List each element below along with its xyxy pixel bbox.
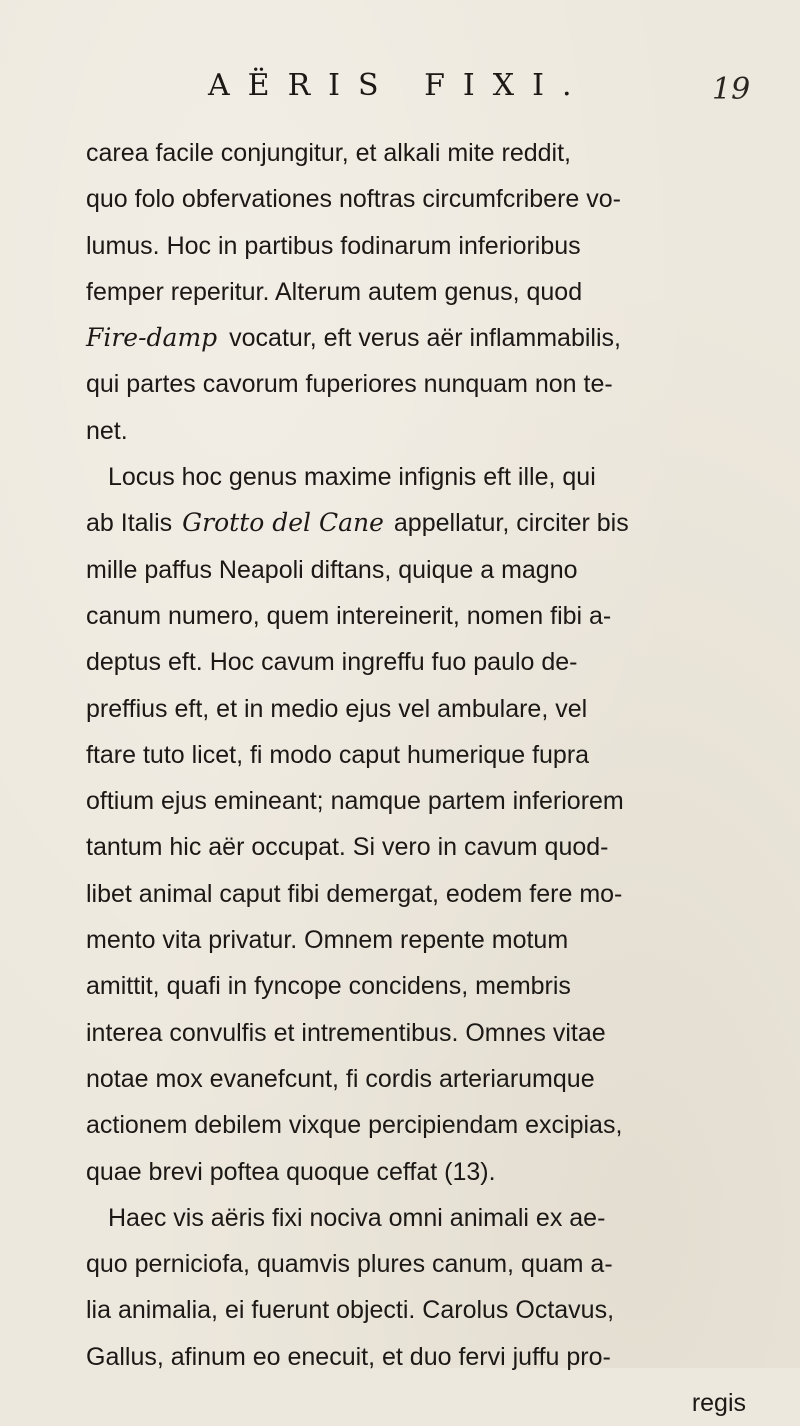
line-text: deptus eft. Hoc cavum ingreffu fuo paulo de- [86,648,578,677]
text-line [86,269,746,315]
page-number: 19 [712,72,751,107]
line-text: oftium ejus emineant; namque partem inferiorem [86,787,624,816]
text-line [86,547,746,593]
text-line [86,1287,746,1333]
body-text [86,130,746,1426]
text-line [86,130,746,176]
text-line [86,639,746,685]
text-line [86,778,746,824]
text-line [86,824,746,870]
text-line [86,686,746,732]
line-text: qui partes cavorum fuperiores nunquam non te- [86,370,613,399]
text-line [86,963,746,1009]
line-text: ftare tuto licet, fi modo caput humerique fupra [86,740,590,769]
line-text: quo perniciofa, quamvis plures canum, quam a- [86,1250,613,1279]
text-line [86,1149,746,1195]
text-line [86,917,746,963]
text-line [86,223,746,269]
text-line [86,1195,746,1241]
running-title: AËRIS FIXI. [208,68,590,103]
text-line [86,1010,746,1056]
italic-term: Grotto del Cane [182,508,384,538]
line-text: vocatur, eft verus aër inflammabilis, [229,324,621,353]
line-text: ab Italis [86,509,173,538]
text-line [86,732,746,778]
line-text: libet animal caput fibi demergat, eodem fere mo- [86,879,623,908]
line-text: amittit, quafi in fyncope concidens, membris [86,972,571,1001]
catchword-line [86,1380,746,1426]
line-text: appellatur, circiter bis [393,509,629,538]
line-text: femper reperitur. Alterum autem genus, quod [86,277,583,306]
text-line [86,1334,746,1380]
line-text: lia animalia, ei fuerunt objecti. Carolus Octavus, [86,1296,615,1325]
line-text: lumus. Hoc in partibus fodinarum inferioribus [86,231,581,260]
line-text: net. [86,416,128,445]
line-text: tantum hic aër occupat. Si vero in cavum quod- [86,833,609,862]
text-line [86,176,746,222]
line-text: actionem debilem vixque percipiendam excipias, [86,1111,623,1140]
line-text: Locus hoc genus maxime infignis eft ille, qui [108,463,596,492]
text-line [86,454,746,500]
line-text: mento vita privatur. Omnem repente motum [86,926,569,955]
line-text: preffius eft, et in medio ejus vel ambulare, vel [86,694,588,723]
line-text: Haec vis aëris fixi nociva omni animali ex ae- [108,1203,606,1232]
text-line [86,361,746,407]
text-line [86,500,746,546]
line-text: interea convulfis et intrementibus. Omnes vitae [86,1018,606,1047]
text-line [86,1102,746,1148]
line-text: mille paffus Neapoli diftans, quique a magno [86,555,578,584]
catchword: regis [691,1389,746,1418]
line-text: carea facile conjungitur, et alkali mite reddit, [86,139,571,167]
line-text: canum numero, quem intereinerit, nomen fibi a- [86,601,612,630]
text-line [86,1056,746,1102]
line-text: notae mox evanefcunt, fi cordis arteriarumque [86,1064,595,1093]
text-line [86,315,746,361]
text-line [86,408,746,454]
text-line [86,593,746,639]
line-text: quae brevi poftea quoque ceffat (13). [86,1157,496,1186]
italic-term: Fire-damp [86,323,218,353]
line-text: quo folo obfervationes noftras circumfcribere vo- [86,185,621,214]
line-text: Gallus, afinum eo enecuit, et duo fervi juffu pro- [86,1342,611,1371]
text-line [86,871,746,917]
text-line [86,1241,746,1287]
